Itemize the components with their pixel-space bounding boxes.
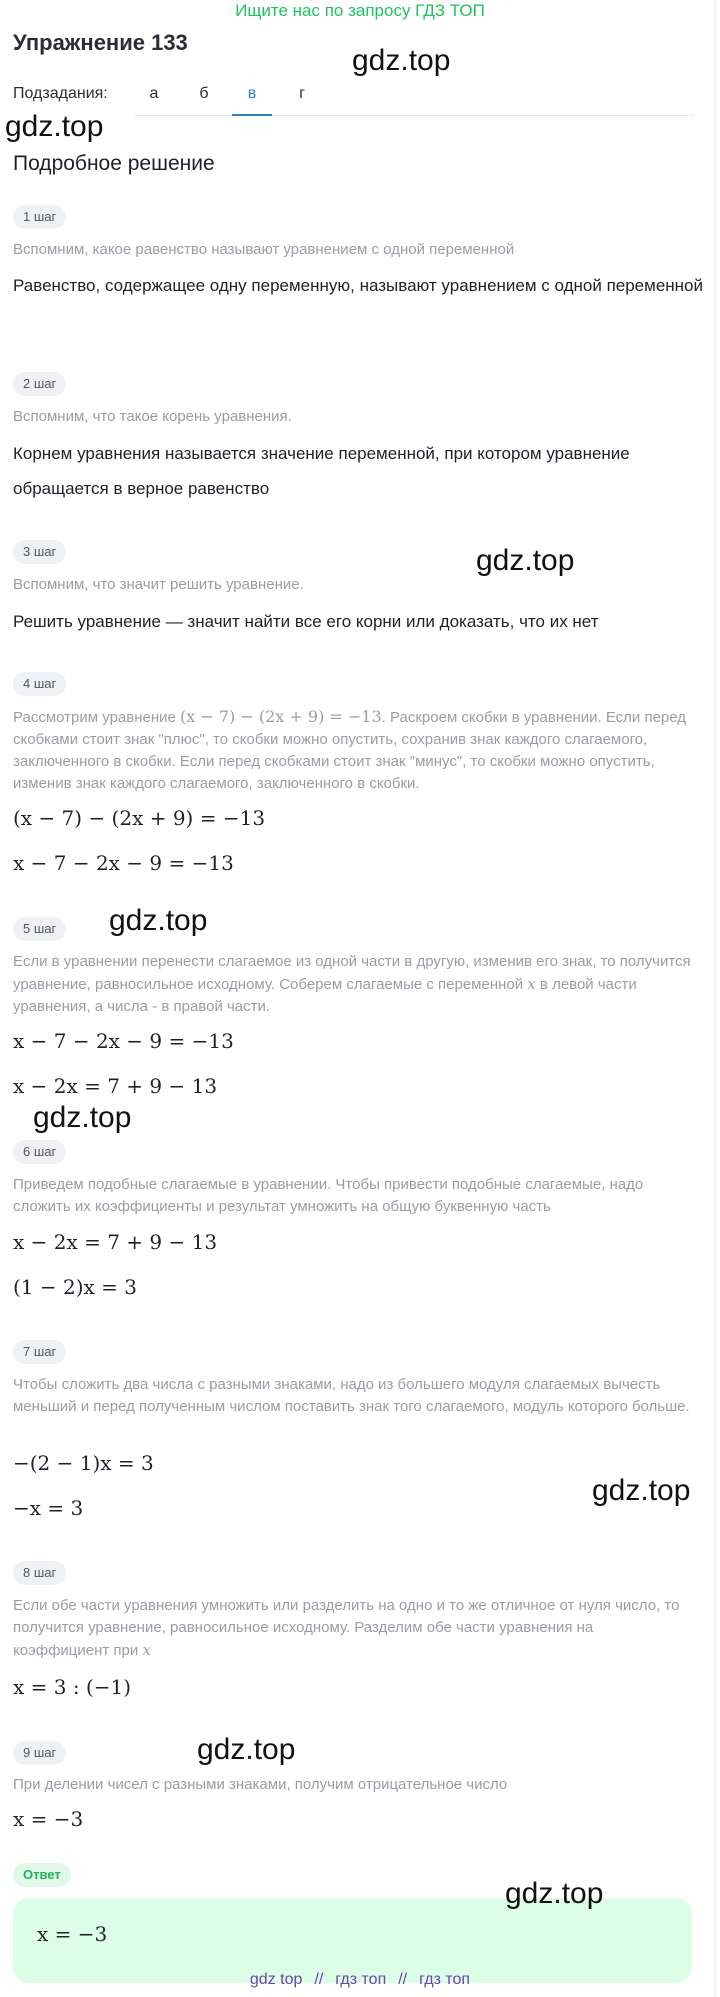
step-badge: 4 шаг [13,672,66,696]
step-badge: 5 шаг [13,917,66,941]
section-title: Подробное решение [13,152,215,175]
step-hint: Вспомним, какое равенство называют уравнением с одной переменной [13,241,515,258]
formula: x = −3 [13,1807,84,1831]
inline-math: x [142,1641,151,1659]
formula: −(2 − 1)x = 3 [13,1451,154,1475]
formula: x − 7 − 2x − 9 = −13 [13,851,234,875]
formula: (1 − 2)x = 3 [13,1275,138,1299]
step-hint-text: Рассмотрим уравнение [13,709,181,726]
step-badge: 8 шаг [13,1561,66,1585]
formula: x − 2x = 7 + 9 − 13 [13,1074,218,1098]
step-badge: 7 шаг [13,1340,66,1364]
footer-separator: // [398,1971,408,1988]
answer-badge: Ответ [13,1863,71,1887]
step-hint [13,951,693,1018]
answer-formula: x = −3 [37,1922,108,1946]
step-hint: Вспомним, что такое корень уравнения. [13,408,292,425]
watermark: gdz.top [197,1733,296,1766]
step-badge: 3 шаг [13,540,66,564]
tab-a[interactable]: а [149,85,159,102]
watermark: gdz.top [476,544,575,577]
step-hint-text: Если в уравнении перенести слагаемое из одной части в другую, изменив его знак, то получится уравнение, равносильное исходному. Соберем слагаемые с переменной [13,953,691,993]
watermark: gdz.top [352,44,451,77]
tab-g[interactable]: г [299,85,305,102]
watermark: gdz.top [109,904,208,937]
step-hint-text: . Раскроем скобки в уравнении. Если перед скобками стоит знак "плюс", то скобки можно опустить, сохранив знак каждого слагаемого, заключенного в скобки. Если перед скобками стоит знак "минус", то скобки можно опустить, изменив знак каждого слагаемого, заключенного в скобки. [13,709,687,792]
tab-v-active[interactable]: в [232,85,272,116]
inline-math: x [527,975,536,993]
step-hint [13,706,693,795]
step-text: Равенство, содержащее одну переменную, называют уравнением с одной переменной [13,276,704,295]
step-hint: Вспомним, что значит решить уравнение. [13,576,304,593]
footer-link[interactable]: гдз топ [419,1971,471,1988]
step-hint: При делении чисел с разными знаками, получим отрицательное число [13,1776,508,1793]
page-right-border [715,0,716,1997]
step-hint: Приведем подобные слагаемые в уравнении. Чтобы привести подобные слагаемые, надо сложить их коэффициенты и результат умножить на общую буквенную часть [13,1176,644,1215]
inline-math: (x − 7) − (2x + 9) = −13 [180,707,382,726]
watermark: gdz.top [505,1877,604,1910]
footer-separator: // [314,1971,324,1988]
watermark: gdz.top [592,1474,691,1507]
step-hint: Чтобы сложить два числа с разными знаками, надо из большего модуля слагаемых вычесть меньший и перед полученным числом поставить знак того слагаемого, модуль которого больше. [13,1376,690,1415]
step-text: Корнем уравнения называется значение переменной, при котором уравнение обращается в верное равенство [13,444,630,498]
subtasks-label: Подзадания: [13,85,108,102]
formula: x = 3 : (−1) [13,1675,132,1699]
step-badge: 1 шаг [13,205,66,229]
formula: x − 7 − 2x − 9 = −13 [13,1029,234,1053]
exercise-title: Упражнение 133 [13,30,188,55]
footer-links [0,1971,720,1989]
subtask-tabs [134,80,694,116]
step-hint-text: в левой части уравнения, а числа - в правой части. [13,976,637,1015]
tab-b[interactable]: б [199,85,209,102]
footer-link[interactable]: гдз топ [335,1971,387,1988]
step-badge: 9 шаг [13,1741,66,1765]
watermark: gdz.top [33,1101,132,1134]
step-text: Решить уравнение — значит найти все его корни или доказать, что их нет [13,612,599,631]
step-hint-text: Если обе части уравнения умножить или разделить на одно и то же отличное от нуля число, то получится уравнение, равносильное исходному. Разделим обе части уравнения на коэффициент при [13,1597,680,1659]
step-badge: 2 шаг [13,372,66,396]
footer-link[interactable]: gdz top [249,1971,303,1988]
search-banner[interactable]: Ищите нас по запросу ГДЗ ТОП [235,1,485,20]
formula: x − 2x = 7 + 9 − 13 [13,1230,218,1254]
step-hint [13,1595,693,1662]
formula: −x = 3 [13,1496,84,1520]
formula: (x − 7) − (2x + 9) = −13 [13,806,266,830]
watermark: gdz.top [5,110,104,143]
step-badge: 6 шаг [13,1140,66,1164]
